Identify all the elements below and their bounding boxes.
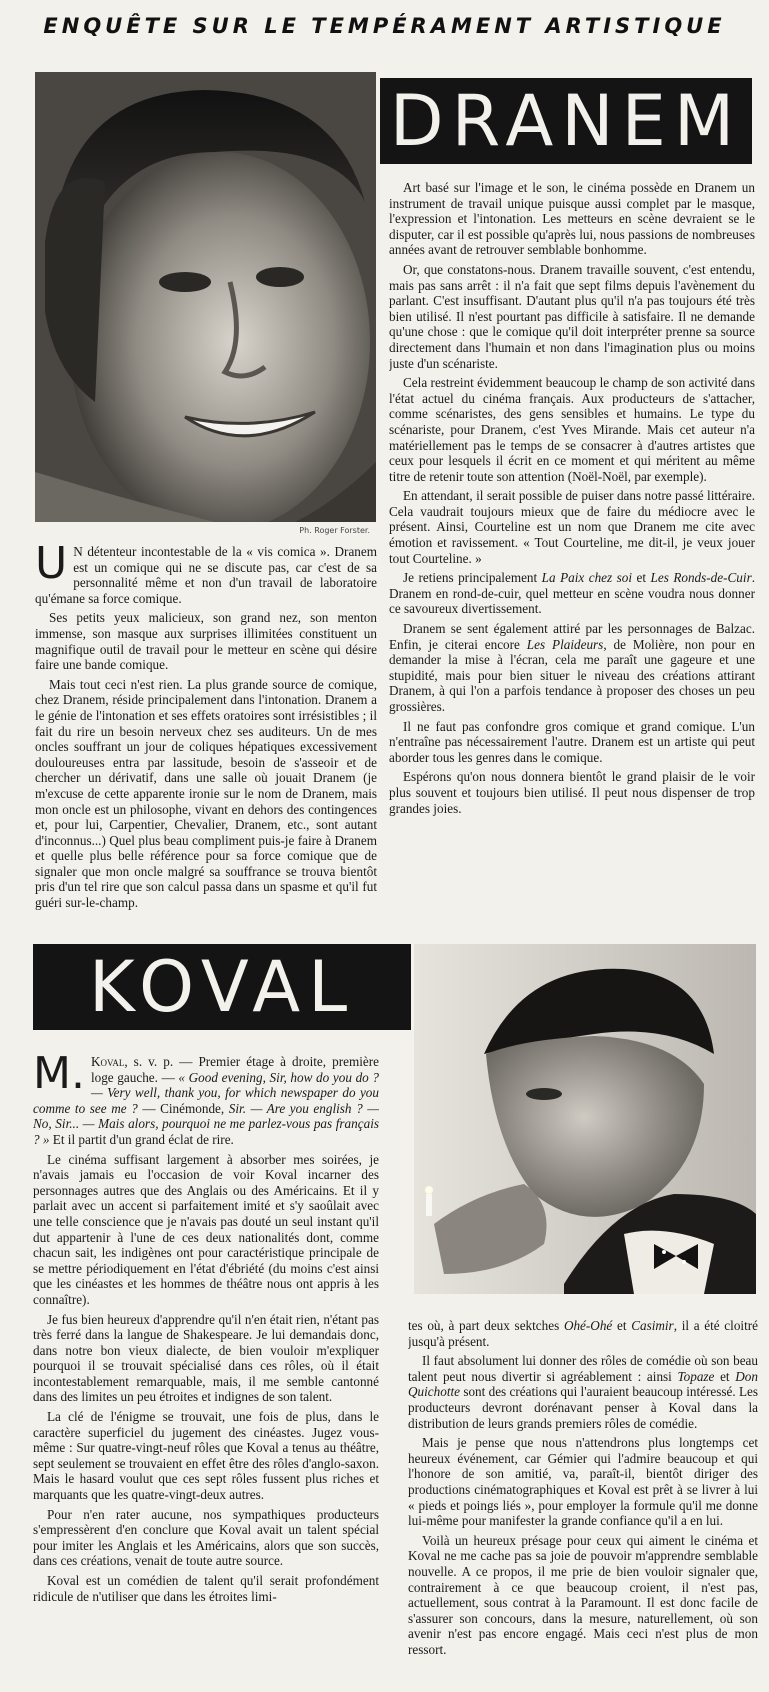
koval-left-column	[33, 1054, 379, 1690]
text-run: , s. v. p. — Premier étage à droite, première loge gauche. —	[90, 1054, 379, 1085]
koval-photo	[414, 944, 756, 1294]
portrait-photo-icon	[35, 72, 376, 522]
paragraph	[35, 544, 377, 606]
book-title: Les Ronds-de-Cuir	[650, 570, 752, 586]
book-title: La Paix chez soi	[541, 570, 633, 586]
play-title: Don Quichotte	[408, 1368, 758, 1400]
paragraph: Espérons qu'on nous donnera bientôt le grand plaisir de le voir plus souvent et toujours bien utilisé. Il peut nous dispenser de trop grandes joies.	[389, 769, 755, 816]
paragraph: Mais je pense que nous n'attendrons plus longtemps cet heureux événement, car Gémier qui l'admire beaucoup et qui l'honore de son amitié, va, paraît-il, bientôt diriger des productions cinématographiques et Koval est prêt à se livrer à lui « pieds et poings liés », pour employer la formule qu'il me donne lui-même pour manifester la grande confiance qu'il a en lui.	[408, 1435, 758, 1529]
paragraph: Je fus bien heureux d'apprendre qu'il n'en était rien, n'étant pas très ferré dans la langue de Shakespeare. Je lui demandais donc, dans notre bon vieux dialecte, de bien vouloir m'expliquer pourquoi il se trouvait spécialisé dans ces rôles, où il était incontestablement remarquable, mais, il me semble cantonné dans des limites un peu étroites et indignes de son talent.	[33, 1311, 379, 1405]
play-title: Topaze	[677, 1368, 715, 1384]
paragraph	[408, 1318, 758, 1349]
text-run: Koval	[90, 1054, 125, 1069]
paragraph: Cela restreint évidemment beaucoup le champ de son activité dans l'état actuel du cinéma français. Aux producteurs de s'attacher, comme scénaristes, des gens sensibles et humains. Le type du scénariste, pour Dranem, c'est Yves Mirande. Mais cet auteur n'a matériellement pas le temps de se consacrer à d'autres artistes que ceux pour lesquels il écrit en ce moment et qui méritent au même titre de retenir toute son attention (Noël-Noël, par exemple).	[389, 375, 755, 484]
play-title: Ohé-Ohé	[563, 1318, 613, 1333]
portrait-photo-icon	[414, 944, 756, 1294]
drop-cap: M.	[33, 1054, 85, 1099]
dranem-left-column	[35, 544, 377, 928]
dranem-right-column	[389, 180, 755, 928]
text-run: Dranem se sent également attiré par les personnages de Balzac. Enfin, je citerai encore	[389, 621, 755, 652]
page-header: ENQUÊTE SUR LE TEMPÉRAMENT ARTISTIQUE	[43, 14, 726, 38]
text-run: — Cinémonde,	[137, 1100, 229, 1116]
paragraph: Mais tout ceci n'est rien. La plus grande source de comique, chez Dranem, réside principalement dans l'intonation. Dranem a le génie de l'intonation et ses effets oratoires sont irrésistibles ; il fait du rire un besoin nerveux chez ses auditeurs. Un de mes oncles souffrant un jour de coliques hépatiques excessivement douloureuses entra par lassitude, besoin de s'asseoir et de chercher un dérivatif, dans une salle où jouait Dranem (je m'excuse de cette apparente ironie sur le nom de Dranem, mais mon oncle est un philosophe, vivant en dehors des contingences et, pour lui, Carpentier, Chevalier, Dranem, etc., sont autant d'inconnus...) Quel plus beau compliment puis-je faire à Dranem et quelle plus belle référence pour sa force comique que de signaler que mon oncle malgré sa souffrance se trouva bientôt pris d'un tel rire que son calcul passa dans un spasme et qu'il fut guéri sur-le-champ.	[35, 676, 377, 911]
koval-name-banner: KOVAL	[33, 944, 411, 1030]
text-run: Et il partit d'un grand éclat de rire.	[49, 1131, 234, 1147]
text-run: N détenteur incontestable de la « vis comica ». Dranem est un comique qui ne se discute pas, car c'est de sa personnalité même et non d'un travail de laboratoire qu'émane sa force comique.	[35, 544, 377, 606]
text-run: et	[612, 1318, 632, 1333]
text-run: . Dranem en rond-de-cuir, quel metteur en scène voudra nous donner ce savoureux divertissement.	[389, 570, 755, 617]
paragraph: Le cinéma suffisant largement à absorber mes soirées, je n'avais jamais eu l'occasion de voir Koval incarner des personnages autres que des Anglais ou des Américains. Et il y parlait avec un accent si parfaitement imité et s'y saoûlait avec une telle conscience que je n'avais pas douté un seul instant qu'il dut appartenir à l'une de ces deux nationalités dont, comme chacun sait, les indigènes ont pour caractéristique principale de se mettre périodiquement en l'état d'ébriété (du moins c'est ainsi que les cinéastes et les hommes de théâtre nous ont appris à les connaître).	[33, 1151, 379, 1307]
paragraph	[389, 570, 755, 617]
quote-run: Sir. — Are you english ? — No, Sir... — Mais alors, pourquoi ne me parlez-vous pas français ? »	[33, 1100, 379, 1147]
paragraph	[408, 1353, 758, 1431]
play-title: Casimir	[631, 1318, 674, 1333]
paragraph: Voilà un heureux présage pour ceux qui aiment le cinéma et Koval ne me cache pas sa joie de pouvoir m'apprendre semblable nouvelle. A ce propos, il me prie de bien vouloir signaler que, contrairement à ce que beaucoup croient, il n'est pas, actuellement, sous contrat à la Paramount. Il est donc facile de s'assurer son concours, dans la mesure, naturellement, où son avenir n'est pas encore engagé. Mais ceci n'est plus de mon ressort.	[408, 1532, 758, 1657]
text-run: , de Molière, non pour en demander la mise à l'écran, cela me paraît une gageure et une stupidité, mais pour bien situer le niveau des créations attirant Dranem, à qui l'on a parfois tendance à proposer des choses un peu grossières.	[389, 636, 755, 714]
paragraph: En attendant, il serait possible de puiser dans notre passé littéraire. Cela vaudrait toujours mieux que de faire du médiocre avec le présent. Ainsi, Courteline est un nom que Dranem me cite avec émotion et ravissement. « Tout Courteline, me dit-il, je veux jouer tout Courteline. »	[389, 488, 755, 566]
paragraph: Art basé sur l'image et le son, le cinéma possède en Dranem un instrument de travail unique puisque aussi complet par le masque, l'expression et l'intonation. Les metteurs en scène devraient se le disputer, car il est possible qu'après lui, nous passions de nombreuses années avant de retrouver semblable bonhomme.	[389, 180, 755, 258]
paragraph: Ses petits yeux malicieux, son grand nez, son menton immense, son masque aux surprises illimitées constituent un magnifique outil de travail pour le metteur en scène qui désire faire une bande comique.	[35, 610, 377, 673]
paragraph	[33, 1054, 379, 1148]
photo-credit: Ph. Roger Forster.	[299, 526, 370, 535]
text-run: et	[714, 1368, 736, 1384]
quote-run: « Good evening, Sir, how do you do ? — Very well, thank you, for which newspaper do you comme to see me ?	[33, 1069, 379, 1116]
drop-cap: U	[35, 544, 68, 589]
book-title: Les Plaideurs	[526, 636, 604, 652]
text-run: sont des créations qui l'auraient beaucoup intéressé. Les producteurs devront dorénavant penser à Koval dans la distribution de leurs grands premiers rôles de comédie.	[408, 1384, 758, 1431]
text-run: tes où, à part deux sektches	[408, 1318, 564, 1333]
dranem-name-banner: DRANEM	[380, 78, 752, 164]
text-run: , il a été cloitré jusqu'à présent.	[408, 1318, 758, 1349]
text-run: et	[632, 570, 651, 586]
paragraph: Il ne faut pas confondre gros comique et grand comique. L'un n'entraîne pas nécessairement l'autre. Dranem est un artiste qui peut aborder tous les genres dans le comique.	[389, 718, 755, 765]
text-run: Il faut absolument lui donner des rôles de comédie où son beau talent peut nous divertir si agréablement : ainsi	[408, 1353, 758, 1384]
text-run: Je retiens principalement	[403, 570, 542, 586]
paragraph: Koval est un comédien de talent qu'il serait profondément ridicule de n'utiliser que dans les étroites limi-	[33, 1573, 379, 1604]
paragraph: Or, que constatons-nous. Dranem travaille souvent, c'est entendu, mais pas sans arrêt : il n'a fait que sept films depuis l'avènement du parlant. C'est insuffisant. D'autant plus qu'il n'a pas toujours été très bien utilisé. Il n'est pourtant pas difficile à satisfaire. Il ne demande qu'une chose : que le comique qu'il doit interpréter prenne sa source directement dans l'humain et non dans l'imagination plus ou moins juste d'un scénariste.	[389, 261, 755, 371]
paragraph: Pour n'en rater aucune, nos sympathiques producteurs s'empressèrent d'en conclure que Koval avait un talent spécial pour imiter les Anglais et les Américains, alors que son succès, dans ces créations, venait de toute autre source.	[33, 1506, 379, 1569]
paragraph: La clé de l'énigme se trouvait, une fois de plus, dans le caractère superficiel du jugement des cinéastes. Jugez vous-même : Sur quatre-vingt-neuf rôles que Koval a tenus au théâtre, sept seulement se trouvaient en effet être des rôles d'anglo-saxon. Mais le hasard voulut que ces sept rôles fussent plus riches et marquants que les quatre-vingt-deux autres.	[33, 1409, 379, 1503]
paragraph	[389, 621, 755, 715]
koval-right-column	[408, 1318, 758, 1690]
dranem-photo	[35, 72, 376, 522]
